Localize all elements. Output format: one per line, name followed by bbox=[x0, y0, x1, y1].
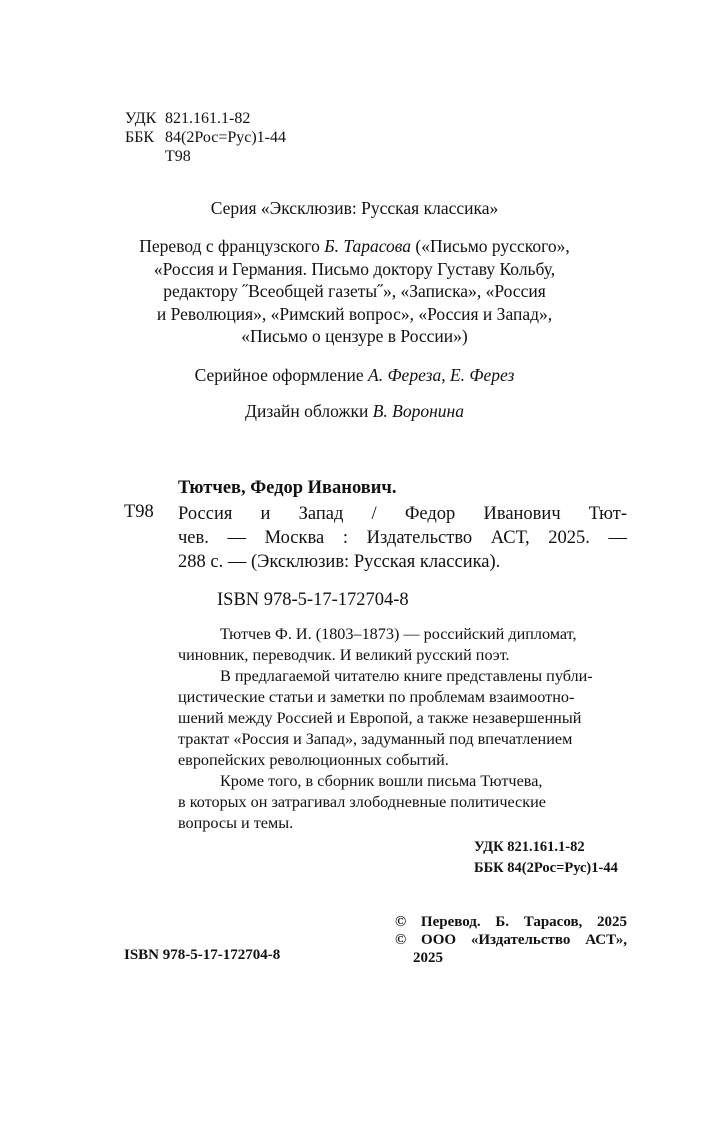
copyright-line-3 bbox=[395, 949, 627, 967]
copyright-word: Перевод. bbox=[420, 914, 481, 930]
annotation-line-1: Тютчев Ф. И. (1803–1873) — российский дипломат, bbox=[220, 625, 577, 643]
translation-credits bbox=[0, 235, 709, 348]
record-word: 2025. bbox=[548, 528, 590, 548]
annotation-line-3: В предлагаемой читателю книге представлены публи- bbox=[220, 667, 593, 685]
copyright-word: Тарасов, bbox=[523, 914, 583, 930]
record-word: и bbox=[260, 504, 271, 524]
record-word: — bbox=[227, 528, 246, 548]
record-line-3 bbox=[178, 550, 627, 574]
record-word: Иванович bbox=[483, 504, 561, 524]
record-word: : bbox=[342, 528, 348, 548]
udk-value: 821.161.1-82 bbox=[165, 110, 251, 127]
annotation-line-9: в которых он затрагивал злободневные политические bbox=[178, 793, 546, 811]
copyright-word: «Издательство bbox=[470, 932, 571, 948]
translation-line-3: редактору ˝Всеобщей газеты˝», «Записка», «Россия bbox=[163, 281, 546, 302]
copyright-symbol: © bbox=[395, 914, 407, 930]
bottom-bbk: ББК 84(2Рос=Рус)1-44 bbox=[474, 860, 618, 876]
annotation-line-8: Кроме того, в сборник вошли письма Тютчева, bbox=[220, 772, 543, 790]
translation-prefix: Перевод с французского bbox=[139, 236, 325, 256]
bbk-label: ББК bbox=[125, 129, 155, 146]
serial-design-credit bbox=[0, 365, 709, 386]
record-description bbox=[178, 502, 627, 574]
translation-line-5: «Письмо о цензуре в России») bbox=[241, 326, 468, 347]
annotation-line-4: цистические статьи и заметки по проблемам взаимоотно- bbox=[178, 688, 575, 706]
copyright-symbol: © bbox=[395, 932, 407, 948]
record-word: Федор bbox=[404, 504, 456, 524]
record-word: Запад bbox=[298, 504, 344, 524]
record-word: — bbox=[608, 528, 627, 548]
record-word: чев. bbox=[178, 528, 209, 548]
record-isbn: ISBN 978-5-17-172704-8 bbox=[217, 590, 409, 610]
annotation-line-5: шений между Россией и Европой, а также незавершенный bbox=[178, 709, 582, 727]
annotation-line-10: вопросы и темы. bbox=[178, 814, 294, 832]
record-author: Тютчев, Федор Иванович. bbox=[178, 478, 397, 498]
author-mark: Т98 bbox=[165, 148, 191, 165]
copyright-word: ООО bbox=[421, 932, 457, 948]
translator-name: Б. Тарасова bbox=[324, 236, 411, 256]
record-author-mark: Т98 bbox=[124, 502, 154, 522]
translation-line-1 bbox=[0, 235, 709, 258]
copyright-line-2 bbox=[395, 931, 627, 949]
bbk-value: 84(2Рос=Рус)1-44 bbox=[165, 129, 287, 146]
annotation-line-7: европейских революционных событий. bbox=[178, 751, 449, 769]
translation-works-start: («Письмо русского», bbox=[411, 236, 570, 256]
annotation bbox=[178, 624, 628, 834]
record-word: Издательство bbox=[366, 528, 473, 548]
annotation-line-2: чиновник, переводчик. И великий русский поэт. bbox=[178, 646, 510, 664]
record-word: Россия bbox=[178, 504, 233, 524]
author-mark-row bbox=[125, 147, 286, 166]
record-line-1 bbox=[178, 502, 627, 526]
record-word: / bbox=[371, 504, 377, 524]
copyright-word: Б. bbox=[495, 914, 509, 930]
record-line-2 bbox=[178, 526, 627, 550]
bottom-isbn: ISBN 978-5-17-172704-8 bbox=[124, 947, 281, 963]
cover-designer-name: В. Воронина bbox=[372, 401, 464, 421]
series-line: Серия «Эксклюзив: Русская классика» bbox=[210, 198, 499, 218]
record-word: Тют- bbox=[588, 504, 627, 524]
record-word: Москва bbox=[264, 528, 325, 548]
annotation-line-6: трактат «Россия и Запад», задуманный под впечатлением bbox=[178, 730, 573, 748]
bottom-classification-codes bbox=[474, 837, 618, 879]
record-word: 288 с. — (Эксклюзив: Русская классика). bbox=[178, 552, 501, 572]
bbk-row bbox=[125, 128, 286, 147]
classification-codes bbox=[125, 109, 286, 166]
udk-label: УДК bbox=[125, 110, 157, 127]
udk-row bbox=[125, 109, 286, 128]
serial-design-prefix: Серийное оформление bbox=[194, 365, 369, 385]
copyright-word: АСТ», bbox=[585, 932, 627, 948]
translation-line-2: «Россия и Германия. Письмо доктору Густаву Кольбу, bbox=[153, 258, 556, 279]
copyright-year: 2025 bbox=[413, 950, 443, 966]
copyright-line-1 bbox=[395, 913, 627, 931]
copyright-block bbox=[395, 913, 627, 967]
cover-design-prefix: Дизайн обложки bbox=[245, 401, 373, 421]
copyright-word: 2025 bbox=[596, 914, 627, 930]
serial-design-names: А. Фереза, Е. Ферез bbox=[368, 365, 515, 385]
record-word: АСТ, bbox=[490, 528, 530, 548]
bottom-udk: УДК 821.161.1-82 bbox=[474, 839, 585, 855]
cover-design-credit bbox=[0, 401, 709, 422]
translation-line-4: и Революция», «Римский вопрос», «Россия и Запад», bbox=[156, 303, 553, 324]
